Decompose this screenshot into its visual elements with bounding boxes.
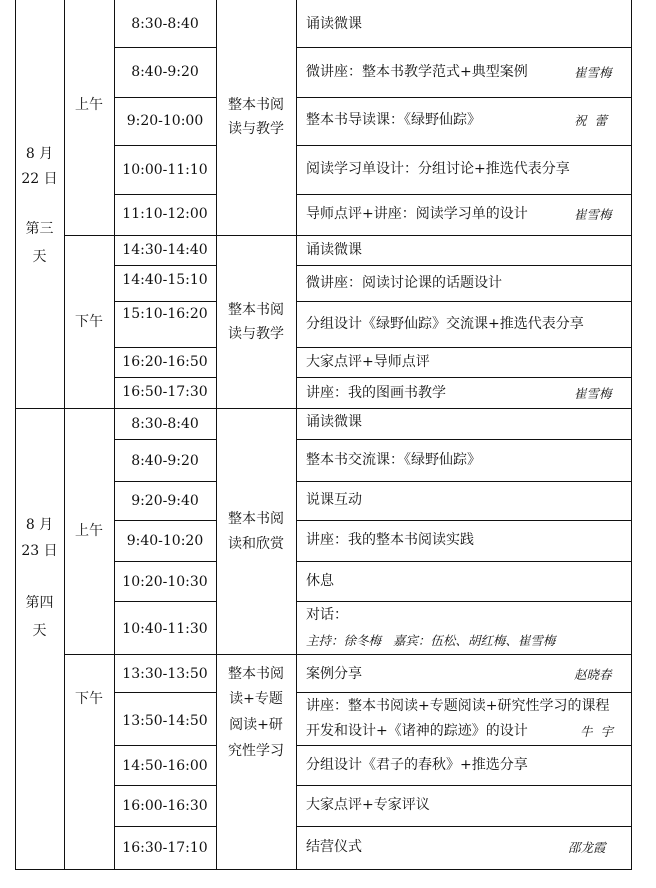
speaker-cell: 崔雪梅 [574,386,612,401]
grid-line [296,301,632,302]
grid-line [64,0,65,870]
grid-line [296,561,632,562]
content-cell: 整本书交流课：《绿野仙踪》 [306,452,481,468]
time-cell: 13:30-13:50 [122,666,208,682]
time-cell: 10:00-11:10 [122,162,208,178]
time-cell: 9:20-9:40 [131,493,199,509]
speaker-cell: 崔雪梅 [574,65,612,80]
speaker-cell: 崔雪梅 [574,207,612,222]
time-cell: 16:20-16:50 [122,354,208,370]
grid-line [296,0,297,870]
day3-morning-label: 上午 [75,97,103,113]
content-cell: 讲座：我的整本书阅读实践 [306,532,474,548]
content-cell: 大家点评+专家评议 [306,797,430,813]
time-cell: 8:40-9:20 [131,64,199,80]
content-cell-line2: 主持：徐冬梅 嘉宾：伍松、胡红梅、崔雪梅 [306,633,556,648]
speaker-cell: 祝 蕾 [574,113,607,128]
grid-line [114,377,216,378]
day4-afternoon-topic-line1: 整本书阅 [228,666,284,682]
grid-line [114,826,216,827]
speaker-cell: 牛 宇 [580,724,613,739]
grid-line [15,869,632,870]
day4-day-line2: 天 [32,623,47,639]
day3-afternoon-label: 下午 [75,314,103,330]
grid-line [296,265,632,266]
day4-date-line1: 8 月 [25,517,54,533]
day3-date-line2: 22 日 [21,171,58,187]
day3-morning-topic-line2: 读与教学 [228,121,284,137]
grid-line [114,301,216,302]
day4-date-line2: 23 日 [21,543,58,559]
time-cell: 13:50-14:50 [122,713,208,729]
time-cell: 14:40-15:10 [122,272,208,288]
content-cell: 分组设计《君子的春秋》+推选分享 [306,757,528,773]
time-cell: 8:40-9:20 [131,453,199,469]
grid-line [114,347,216,348]
grid-line [114,194,216,195]
time-cell: 8:30-8:40 [131,16,199,32]
content-cell: 分组设计《绿野仙踪》交流课+推选代表分享 [306,316,584,332]
content-cell: 诵读微课 [306,242,362,258]
content-cell: 对话： [306,607,348,623]
time-cell: 16:00-16:30 [122,798,208,814]
grid-line [631,0,632,870]
grid-line [114,785,216,786]
day3-morning-topic-line1: 整本书阅 [228,97,284,113]
speaker-cell: 邵龙霞 [568,840,606,855]
speaker-cell: 赵晓春 [574,667,612,682]
time-cell: 14:50-16:00 [122,758,208,774]
time-cell: 9:40-10:20 [126,533,204,549]
grid-line [296,520,632,521]
content-cell: 诵读微课 [306,414,362,430]
content-cell: 微讲座：整本书教学范式+典型案例 [306,64,528,80]
content-cell: 说课互动 [306,492,362,508]
grid-line [114,439,216,440]
day4-afternoon-topic-line2: 读+专题 [229,691,283,707]
grid-line [114,601,216,602]
content-cell: 案例分享 [306,666,362,682]
time-cell: 16:50-17:30 [122,384,208,400]
grid-line [114,481,216,482]
grid-line [296,47,632,48]
content-cell: 休息 [306,573,334,589]
grid-line [114,520,216,521]
day4-afternoon-topic-line4: 究性学习 [228,743,284,759]
day4-afternoon-topic-line3: 阅读+研 [229,717,283,733]
day4-morning-topic-line1: 整本书阅 [228,511,284,527]
day3-day-line2: 天 [32,249,47,265]
grid-line [296,692,632,693]
content-cell: 微讲座：阅读讨论课的话题设计 [306,275,502,291]
time-cell: 9:20-10:00 [126,113,204,129]
day4-afternoon-label: 下午 [75,691,103,707]
grid-line [64,235,632,236]
content-cell: 整本书导读课：《绿野仙踪》 [306,112,481,128]
grid-line [296,194,632,195]
time-cell: 16:30-17:10 [122,840,208,856]
content-cell: 诵读微课 [306,16,362,32]
day3-afternoon-topic-line2: 读与教学 [228,326,284,342]
grid-line [114,97,216,98]
day3-afternoon-topic-line1: 整本书阅 [228,302,284,318]
content-cell: 结营仪式 [306,839,362,855]
day4-day-line1: 第四 [25,595,54,611]
grid-line [114,561,216,562]
content-cell: 阅读学习单设计：分组讨论+推选代表分享 [306,161,570,177]
time-cell: 10:20-10:30 [122,574,208,590]
grid-line [15,408,632,409]
content-cell: 导师点评+讲座：阅读学习单的设计 [306,206,528,222]
day3-day-line1: 第三 [25,221,54,237]
day3-date-line1: 8 月 [25,146,54,162]
grid-line [114,47,216,48]
grid-line [114,0,115,870]
time-cell: 14:30-14:40 [122,242,208,258]
content-cell: 讲座：我的图画书教学 [306,385,446,401]
day4-morning-topic-line2: 读和欣赏 [228,536,284,552]
grid-line [114,145,216,146]
grid-line [296,481,632,482]
content-cell: 讲座：整本书阅读+专题阅读+研究性学习的课程 [306,698,610,714]
grid-line [296,97,632,98]
content-cell: 大家点评+导师点评 [306,354,430,370]
grid-line [114,745,216,746]
grid-line [296,347,632,348]
grid-line [296,439,632,440]
grid-line [296,785,632,786]
grid-line [296,377,632,378]
time-cell: 8:30-8:40 [131,416,199,432]
grid-line [114,265,216,266]
content-cell-line2: 开发和设计+《诸神的踪迹》的设计 [306,723,528,739]
time-cell: 15:10-16:20 [122,306,208,322]
grid-line [296,145,632,146]
time-cell: 11:10-12:00 [122,206,208,222]
day4-morning-label: 上午 [75,523,103,539]
time-cell: 10:40-11:30 [122,621,208,637]
grid-line [114,692,216,693]
grid-line [296,745,632,746]
grid-line [64,654,632,655]
grid-line [296,826,632,827]
grid-line [15,0,16,870]
grid-line [296,601,632,602]
